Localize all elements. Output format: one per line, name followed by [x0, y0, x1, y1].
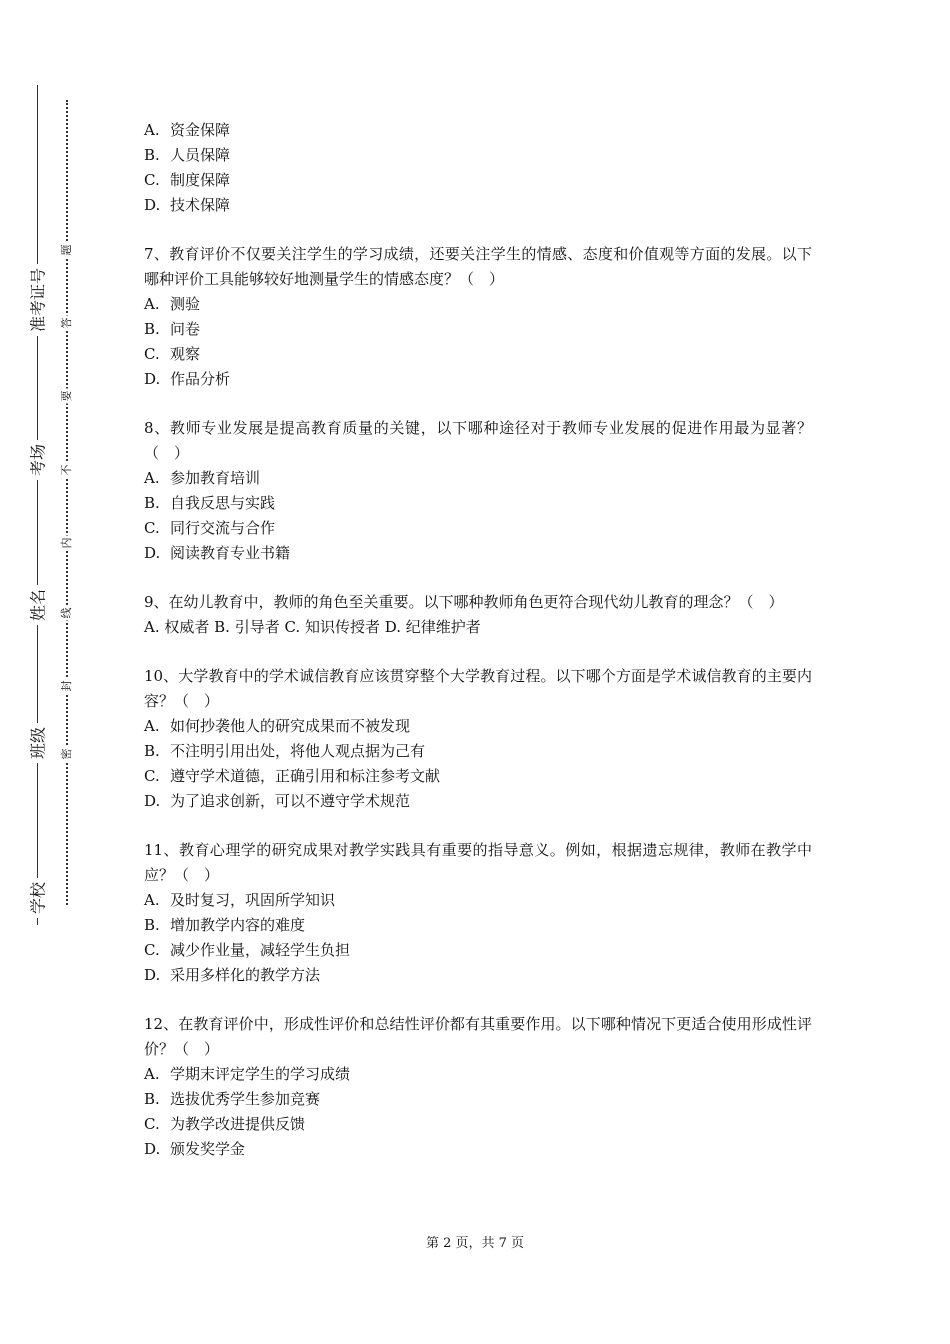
option: A. 及时复习，巩固所学知识 — [144, 891, 336, 909]
label-name: 姓名 — [22, 545, 52, 665]
option: A. 学期末评定学生的学习成绩 — [144, 1065, 351, 1083]
option: A. 测验 — [144, 295, 201, 313]
option: A. 资金保障 — [144, 121, 231, 139]
option: A. 如何抄袭他人的研究成果而不被发现 — [144, 717, 411, 735]
question-stem: 8、教师专业发展是提高教育质量的关键，以下哪种途径对于教师专业发展的促进作用最为显著？（ ） — [144, 419, 812, 462]
previous-question-options — [144, 118, 812, 218]
seal-char: 要 — [60, 390, 73, 402]
seal-char: 题 — [60, 244, 73, 256]
seal-char: 线 — [60, 607, 73, 619]
option: D. 阅读教育专业书籍 — [144, 544, 291, 562]
option: D. 作品分析 — [144, 370, 231, 388]
option: C. 同行交流与合作 — [144, 519, 276, 537]
seal-char: 不 — [60, 464, 73, 476]
question-11 — [144, 838, 812, 988]
label-exam-number: 准考证号 — [22, 240, 52, 360]
option: D. 采用多样化的教学方法 — [144, 966, 321, 984]
question-12 — [144, 1012, 812, 1162]
option: C. 为教学改进提供反馈 — [144, 1115, 306, 1133]
option: B. 增加教学内容的难度 — [144, 916, 306, 934]
question-stem: 11、教育心理学的研究成果对教学实践具有重要的指导意义。例如，根据遗忘规律，教师在教学中应？（ ） — [144, 841, 812, 884]
seal-char: 封 — [60, 680, 73, 692]
seal-char: 密 — [60, 748, 73, 760]
inline-options: A. 权威者 B. 引导者 C. 知识传授者 D. 纪律维护者 — [144, 618, 481, 636]
option: C. 遵守学术道德，正确引用和标注参考文献 — [144, 767, 441, 785]
label-school: 学校 — [22, 838, 52, 958]
option: D. 颁发奖学金 — [144, 1140, 246, 1158]
question-stem: 7、教育评价不仅要关注学生的学习成绩，还要关注学生的情感、态度和价值观等方面的发展。以下哪种评价工具能够较好地测量学生的情感态度？（ ） — [144, 245, 812, 288]
seal-char: 答 — [60, 317, 73, 329]
option: B. 不注明引用出处，将他人观点据为己有 — [144, 742, 426, 760]
question-8 — [144, 416, 812, 566]
seal-char: 内 — [60, 537, 73, 549]
binding-dotted-line — [66, 100, 68, 905]
page-footer: 第 2 页，共 7 页 — [425, 1236, 525, 1251]
option: B. 选拔优秀学生参加竞赛 — [144, 1090, 321, 1108]
question-stem: 9、在幼儿教育中，教师的角色至关重要。以下哪种教师角色更符合现代幼儿教育的理念？（ ） — [144, 593, 784, 611]
label-exam-room: 考场 — [22, 400, 52, 520]
option: C. 观察 — [144, 345, 201, 363]
option: C. 减少作业量，减轻学生负担 — [144, 941, 351, 959]
question-stem: 10、大学教育中的学术诚信教育应该贯穿整个大学教育过程。以下哪个方面是学术诚信教育的主要内容？（ ） — [144, 667, 812, 710]
option: B. 人员保障 — [144, 146, 231, 164]
label-class: 班级 — [22, 683, 52, 803]
option: C. 制度保障 — [144, 171, 231, 189]
option: B. 问卷 — [144, 320, 201, 338]
option: D. 为了追求创新，可以不遵守学术规范 — [144, 792, 411, 810]
question-9 — [144, 590, 812, 640]
question-7 — [144, 242, 812, 392]
question-content — [144, 118, 812, 1162]
question-stem: 12、在教育评价中，形成性评价和总结性评价都有其重要作用。以下哪种情况下更适合使用形成性评价？（ ） — [144, 1015, 812, 1058]
question-10 — [144, 664, 812, 814]
option: B. 自我反思与实践 — [144, 494, 276, 512]
option: A. 参加教育培训 — [144, 469, 261, 487]
binding-margin — [0, 0, 90, 1344]
option: D. 技术保障 — [144, 196, 231, 214]
